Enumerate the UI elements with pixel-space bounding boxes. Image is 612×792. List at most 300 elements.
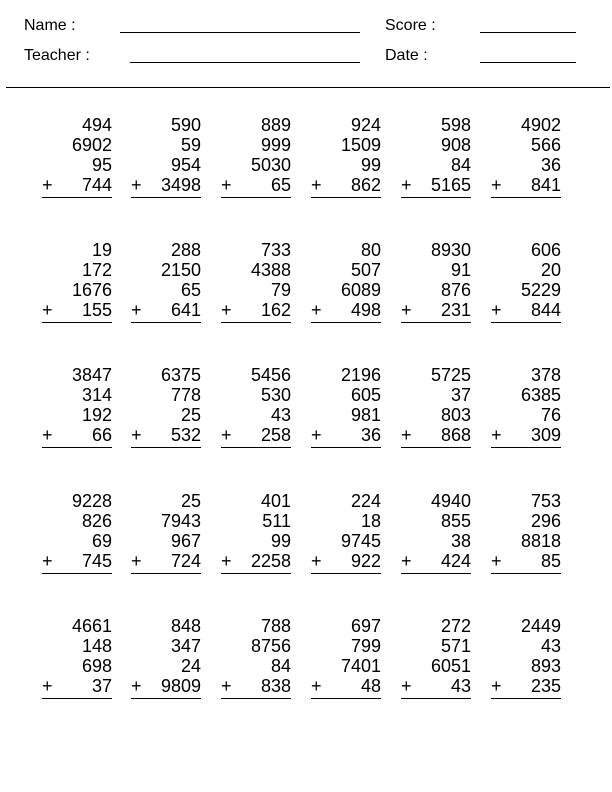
- addend-value: 745: [81, 551, 112, 571]
- addend: [131, 636, 201, 656]
- addend-value: 235: [530, 676, 561, 696]
- addend: [401, 531, 471, 551]
- addition-problem: [311, 491, 381, 574]
- answer-line[interactable]: [311, 698, 381, 699]
- answer-line[interactable]: [311, 447, 381, 448]
- addend-row-last: [491, 175, 561, 195]
- addend: [42, 280, 112, 300]
- plus-sign: +: [491, 676, 502, 696]
- addend-value: 494: [81, 115, 112, 135]
- answer-line[interactable]: [42, 322, 112, 323]
- addition-problem: [131, 491, 201, 574]
- addend: [311, 511, 381, 531]
- addend: [491, 531, 561, 551]
- addend: [311, 260, 381, 280]
- plus-sign: +: [311, 425, 322, 445]
- addend-row-last: [42, 175, 112, 195]
- answer-line[interactable]: [221, 197, 291, 198]
- addend-value: 192: [81, 405, 112, 425]
- addition-problem: [221, 616, 291, 699]
- plus-sign: +: [311, 175, 322, 195]
- addend: [221, 135, 291, 155]
- addend-value: 9228: [71, 491, 112, 511]
- addition-problem: [491, 365, 561, 448]
- addend: [42, 260, 112, 280]
- score-field[interactable]: [480, 32, 576, 33]
- addend-value: 606: [530, 240, 561, 260]
- plus-sign: +: [131, 175, 142, 195]
- addend-value: 79: [270, 280, 291, 300]
- addend-value: 889: [260, 115, 291, 135]
- plus-sign: +: [401, 551, 412, 571]
- addend: [42, 656, 112, 676]
- addend: [221, 616, 291, 636]
- addend: [401, 115, 471, 135]
- addend: [42, 491, 112, 511]
- addend: [491, 656, 561, 676]
- plus-sign: +: [311, 300, 322, 320]
- addend-row-last: [311, 676, 381, 696]
- plus-sign: +: [131, 425, 142, 445]
- addend-row-last: [131, 425, 201, 445]
- addend-row-last: [311, 175, 381, 195]
- addend-value: 272: [440, 616, 471, 636]
- addend-value: 838: [260, 676, 291, 696]
- addend: [42, 636, 112, 656]
- answer-line[interactable]: [401, 573, 471, 574]
- addend: [491, 135, 561, 155]
- plus-sign: +: [311, 676, 322, 696]
- addend: [311, 616, 381, 636]
- addend: [311, 385, 381, 405]
- addend: [221, 240, 291, 260]
- plus-sign: +: [221, 676, 232, 696]
- addend: [131, 531, 201, 551]
- addition-problem: [221, 115, 291, 198]
- plus-sign: +: [221, 175, 232, 195]
- addend-value: 76: [540, 405, 561, 425]
- addend: [491, 616, 561, 636]
- plus-sign: +: [491, 175, 502, 195]
- addend: [401, 656, 471, 676]
- addend: [491, 365, 561, 385]
- addend: [401, 240, 471, 260]
- addend: [491, 636, 561, 656]
- addend-value: 65: [180, 280, 201, 300]
- addend: [42, 616, 112, 636]
- addend-value: 18: [360, 511, 381, 531]
- addend-value: 85: [540, 551, 561, 571]
- addend: [221, 531, 291, 551]
- addend-value: 6375: [160, 365, 201, 385]
- addend: [131, 155, 201, 175]
- plus-sign: +: [491, 425, 502, 445]
- addend: [131, 280, 201, 300]
- addend-value: 314: [81, 385, 112, 405]
- answer-line[interactable]: [131, 573, 201, 574]
- addend-row-last: [401, 175, 471, 195]
- addend-value: 37: [450, 385, 471, 405]
- addend-row-last: [311, 425, 381, 445]
- addend-row-last: [491, 300, 561, 320]
- name-label: Name :: [24, 17, 76, 34]
- addend-value: 4661: [71, 616, 112, 636]
- answer-line[interactable]: [491, 197, 561, 198]
- addend-value: 8930: [430, 240, 471, 260]
- addend: [491, 405, 561, 425]
- answer-line[interactable]: [221, 447, 291, 448]
- addend-value: 6902: [71, 135, 112, 155]
- addend-value: 84: [450, 155, 471, 175]
- addend: [401, 511, 471, 531]
- score-label: Score :: [385, 17, 436, 34]
- addend-value: 511: [262, 511, 291, 531]
- addition-problem: [311, 240, 381, 323]
- answer-line[interactable]: [131, 322, 201, 323]
- addend-value: 7943: [160, 511, 201, 531]
- addend: [401, 260, 471, 280]
- addend: [311, 155, 381, 175]
- date-field[interactable]: [480, 62, 576, 63]
- addend-value: 25: [180, 405, 201, 425]
- plus-sign: +: [401, 425, 412, 445]
- addend: [221, 280, 291, 300]
- addend: [491, 115, 561, 135]
- addend: [42, 135, 112, 155]
- addend-value: 778: [170, 385, 201, 405]
- addend: [311, 636, 381, 656]
- addend-value: 954: [170, 155, 201, 175]
- addend-value: 5165: [430, 175, 471, 195]
- addend-row-last: [221, 551, 291, 571]
- addend-value: 65: [270, 175, 291, 195]
- plus-sign: +: [401, 175, 412, 195]
- addend: [491, 280, 561, 300]
- addend-value: 43: [270, 405, 291, 425]
- answer-line[interactable]: [131, 447, 201, 448]
- answer-line[interactable]: [42, 698, 112, 699]
- addend-value: 37: [91, 676, 112, 696]
- answer-line[interactable]: [491, 322, 561, 323]
- addend-value: 744: [81, 175, 112, 195]
- addend-value: 309: [530, 425, 561, 445]
- addition-problem: [401, 115, 471, 198]
- answer-line[interactable]: [42, 573, 112, 574]
- addend-value: 6385: [520, 385, 561, 405]
- addend: [131, 365, 201, 385]
- addend-value: 36: [360, 425, 381, 445]
- answer-line[interactable]: [131, 197, 201, 198]
- answer-line[interactable]: [131, 698, 201, 699]
- plus-sign: +: [401, 300, 412, 320]
- addend: [221, 260, 291, 280]
- addend-value: 908: [440, 135, 471, 155]
- addend-value: 753: [530, 491, 561, 511]
- addend: [311, 365, 381, 385]
- addend-value: 4388: [250, 260, 291, 280]
- addend-value: 378: [530, 365, 561, 385]
- addend-value: 424: [440, 551, 471, 571]
- addend-value: 507: [350, 260, 381, 280]
- addend: [42, 365, 112, 385]
- addition-problem: [401, 240, 471, 323]
- addend: [221, 511, 291, 531]
- addend-value: 48: [360, 676, 381, 696]
- addend: [221, 385, 291, 405]
- addend-value: 224: [350, 491, 381, 511]
- addend: [131, 511, 201, 531]
- addend-value: 3847: [71, 365, 112, 385]
- addend-value: 826: [81, 511, 112, 531]
- addend-value: 99: [270, 531, 291, 551]
- plus-sign: +: [131, 551, 142, 571]
- addend-value: 4940: [430, 491, 471, 511]
- addend-value: 69: [91, 531, 112, 551]
- answer-line[interactable]: [491, 447, 561, 448]
- answer-line[interactable]: [491, 698, 561, 699]
- addend: [42, 405, 112, 425]
- addend-row-last: [401, 676, 471, 696]
- addend-value: 5456: [250, 365, 291, 385]
- addend-value: 7401: [340, 656, 381, 676]
- teacher-field[interactable]: [130, 62, 360, 63]
- addend-value: 231: [440, 300, 471, 320]
- addend: [311, 115, 381, 135]
- addend-value: 566: [530, 135, 561, 155]
- date-label: Date :: [385, 47, 428, 64]
- addend: [131, 135, 201, 155]
- answer-line[interactable]: [491, 573, 561, 574]
- addend: [221, 656, 291, 676]
- addend-value: 9809: [160, 676, 201, 696]
- addition-problem: [42, 115, 112, 198]
- addend-value: 571: [440, 636, 471, 656]
- plus-sign: +: [42, 676, 53, 696]
- addend: [401, 616, 471, 636]
- addend-value: 855: [440, 511, 471, 531]
- addend: [131, 115, 201, 135]
- addend-value: 2150: [160, 260, 201, 280]
- addend: [491, 240, 561, 260]
- addend-value: 590: [170, 115, 201, 135]
- addend-value: 922: [350, 551, 381, 571]
- addend: [42, 115, 112, 135]
- addend: [401, 491, 471, 511]
- addend: [401, 280, 471, 300]
- addend: [42, 385, 112, 405]
- addend-row-last: [221, 676, 291, 696]
- addition-problem: [221, 491, 291, 574]
- answer-line[interactable]: [401, 698, 471, 699]
- addend-value: 8756: [250, 636, 291, 656]
- addend-value: 162: [260, 300, 291, 320]
- addend-row-last: [131, 300, 201, 320]
- addition-problem: [131, 365, 201, 448]
- addend-value: 24: [180, 656, 201, 676]
- addend-value: 296: [530, 511, 561, 531]
- addend-value: 605: [350, 385, 381, 405]
- addend: [401, 365, 471, 385]
- addend: [131, 385, 201, 405]
- addend-value: 6089: [340, 280, 381, 300]
- addend: [221, 365, 291, 385]
- addend-value: 924: [350, 115, 381, 135]
- addition-problem: [491, 115, 561, 198]
- addend-value: 2258: [250, 551, 291, 571]
- addend-value: 848: [170, 616, 201, 636]
- addend-value: 530: [260, 385, 291, 405]
- addition-problem: [131, 115, 201, 198]
- addend-row-last: [131, 551, 201, 571]
- addend-value: 2196: [340, 365, 381, 385]
- addend-row-last: [221, 300, 291, 320]
- addend-value: 724: [170, 551, 201, 571]
- addition-problem: [401, 491, 471, 574]
- addend-value: 788: [260, 616, 291, 636]
- addend-value: 20: [540, 260, 561, 280]
- addition-problem: [221, 240, 291, 323]
- addend: [311, 405, 381, 425]
- addend-value: 999: [260, 135, 291, 155]
- addend-value: 25: [180, 491, 201, 511]
- answer-line[interactable]: [42, 447, 112, 448]
- addend-row-last: [311, 551, 381, 571]
- name-field[interactable]: [120, 32, 360, 33]
- addend-row-last: [491, 425, 561, 445]
- addend-value: 697: [350, 616, 381, 636]
- addition-problem: [131, 240, 201, 323]
- addend: [311, 491, 381, 511]
- addend: [311, 240, 381, 260]
- plus-sign: +: [131, 300, 142, 320]
- plus-sign: +: [42, 175, 53, 195]
- addition-problem: [131, 616, 201, 699]
- answer-line[interactable]: [221, 322, 291, 323]
- addend-value: 733: [260, 240, 291, 260]
- header-divider: [6, 87, 610, 88]
- answer-line[interactable]: [401, 447, 471, 448]
- addition-problem: [491, 491, 561, 574]
- addend-value: 598: [440, 115, 471, 135]
- addend: [221, 636, 291, 656]
- addend-row-last: [311, 300, 381, 320]
- plus-sign: +: [42, 551, 53, 571]
- answer-line[interactable]: [221, 573, 291, 574]
- addend-value: 803: [440, 405, 471, 425]
- addend-value: 5030: [250, 155, 291, 175]
- addend: [131, 656, 201, 676]
- answer-line[interactable]: [311, 322, 381, 323]
- addend-value: 99: [360, 155, 381, 175]
- addend-value: 84: [270, 656, 291, 676]
- addend: [42, 531, 112, 551]
- addend-row-last: [401, 300, 471, 320]
- addend-value: 868: [440, 425, 471, 445]
- addend-value: 155: [81, 300, 112, 320]
- addend: [131, 260, 201, 280]
- addend-row-last: [221, 425, 291, 445]
- addend-value: 532: [170, 425, 201, 445]
- addend-value: 5725: [430, 365, 471, 385]
- addend: [42, 240, 112, 260]
- answer-line[interactable]: [401, 322, 471, 323]
- addend-value: 347: [170, 636, 201, 656]
- addend: [221, 115, 291, 135]
- addend-value: 19: [91, 240, 112, 260]
- addend-value: 59: [180, 135, 201, 155]
- plus-sign: +: [221, 551, 232, 571]
- addend: [401, 385, 471, 405]
- addend-value: 258: [260, 425, 291, 445]
- addend: [131, 616, 201, 636]
- addend-value: 95: [91, 155, 112, 175]
- addition-problem: [311, 365, 381, 448]
- answer-line[interactable]: [221, 698, 291, 699]
- addition-problem: [42, 365, 112, 448]
- addend-value: 981: [350, 405, 381, 425]
- addend-value: 1509: [340, 135, 381, 155]
- addend-value: 80: [360, 240, 381, 260]
- addend-row-last: [401, 425, 471, 445]
- addend: [491, 155, 561, 175]
- answer-line[interactable]: [42, 197, 112, 198]
- addend-value: 2449: [520, 616, 561, 636]
- addend-row-last: [131, 676, 201, 696]
- addition-problem: [221, 365, 291, 448]
- addend-row-last: [401, 551, 471, 571]
- addend: [311, 656, 381, 676]
- addend: [311, 280, 381, 300]
- addition-problem: [491, 240, 561, 323]
- teacher-label: Teacher :: [24, 47, 90, 64]
- answer-line[interactable]: [311, 573, 381, 574]
- addend-value: 8818: [520, 531, 561, 551]
- addend: [401, 405, 471, 425]
- answer-line[interactable]: [311, 197, 381, 198]
- addend: [131, 240, 201, 260]
- addend-value: 844: [530, 300, 561, 320]
- plus-sign: +: [42, 300, 53, 320]
- addend-value: 288: [170, 240, 201, 260]
- answer-line[interactable]: [401, 197, 471, 198]
- addend-value: 66: [91, 425, 112, 445]
- addend-value: 5229: [520, 280, 561, 300]
- addend-value: 862: [350, 175, 381, 195]
- addend-row-last: [131, 175, 201, 195]
- plus-sign: +: [221, 425, 232, 445]
- addend-value: 36: [540, 155, 561, 175]
- addend: [42, 155, 112, 175]
- plus-sign: +: [491, 551, 502, 571]
- addend-value: 148: [81, 636, 112, 656]
- addend-row-last: [42, 425, 112, 445]
- addend-value: 893: [530, 656, 561, 676]
- addition-problem: [401, 365, 471, 448]
- addend-row-last: [491, 676, 561, 696]
- addend-value: 43: [540, 636, 561, 656]
- addition-problem: [42, 491, 112, 574]
- addend: [131, 405, 201, 425]
- addend: [491, 491, 561, 511]
- addend-value: 876: [440, 280, 471, 300]
- plus-sign: +: [131, 676, 142, 696]
- plus-sign: +: [491, 300, 502, 320]
- addend-value: 9745: [340, 531, 381, 551]
- addition-problem: [311, 616, 381, 699]
- addend: [42, 511, 112, 531]
- addend-value: 498: [350, 300, 381, 320]
- addend: [401, 135, 471, 155]
